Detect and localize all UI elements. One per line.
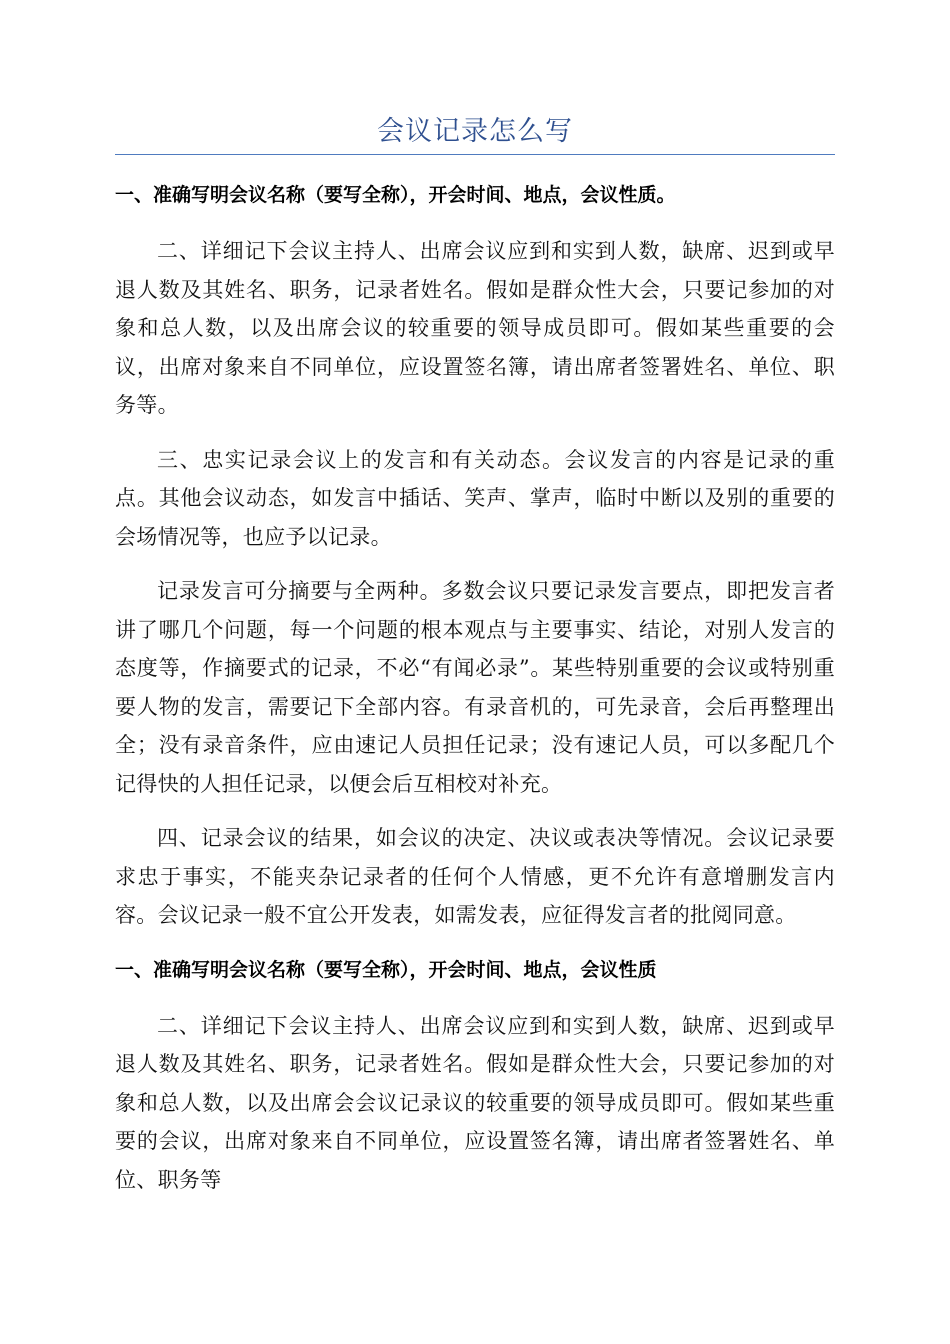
document-body	[115, 176, 835, 1215]
section-heading-2: 一、准确写明会议名称（要写全称），开会时间、地点，会议性质	[115, 958, 657, 981]
paragraph-attendance-repeat: 二、详细记下会议主持人、出席会议应到和实到人数，缺席、迟到或早退人数及其姓名、职务，记录者姓名。假如是群众性大会，只要记参加的对象和总人数，以及出席会会议记录议的较重要的领导成员即可。假如某些重要的会议，出席对象来自不同单位，应设置签名簿，请出席者签署姓名、单位、职务等	[115, 1013, 835, 1192]
section-heading-1: 一、准确写明会议名称（要写全称），开会时间、地点，会议性质。	[115, 184, 676, 206]
paragraph-results: 四、记录会议的结果，如会议的决定、决议或表决等情况。会议记录要求忠于事实，不能夹杂记录者的任何个人情感，更不允许有意增删发言内容。会议记录一般不宜公开发表，如需发表，应征得发言者的批阅同意。	[115, 826, 835, 927]
document-title: 会议记录怎么写	[377, 116, 573, 147]
title-underline	[115, 154, 835, 155]
paragraph-speeches: 三、忠实记录会议上的发言和有关动态。会议发言的内容是记录的重点。其他会议动态，如发言中插话、笑声、掌声，临时中断以及别的重要的会场情况等，也应予以记录。	[115, 447, 835, 549]
paragraph-recording-methods: 记录发言可分摘要与全两种。多数会议只要记录发言要点，即把发言者讲了哪几个问题，每一个问题的根本观点与主要事实、结论，对别人发言的态度等，作摘要式的记录，不必“有闻必录”。某些特别重要的会议或特别重要人物的发言，需要记下全部内容。有录音机的，可先录音，会后再整理出全；没有录音条件，应由速记人员担任记录；没有速记人员，可以多配几个记得快的人担任记录，以便会后互相校对补充。	[115, 579, 835, 796]
paragraph-attendance: 二、详细记下会议主持人、出席会议应到和实到人数，缺席、迟到或早退人数及其姓名、职务，记录者姓名。假如是群众性大会，只要记参加的对象和总人数，以及出席会议的较重要的领导成员即可。假如某些重要的会议，出席对象来自不同单位，应设置签名簿，请出席者签署姓名、单位、职务等。	[115, 239, 835, 417]
